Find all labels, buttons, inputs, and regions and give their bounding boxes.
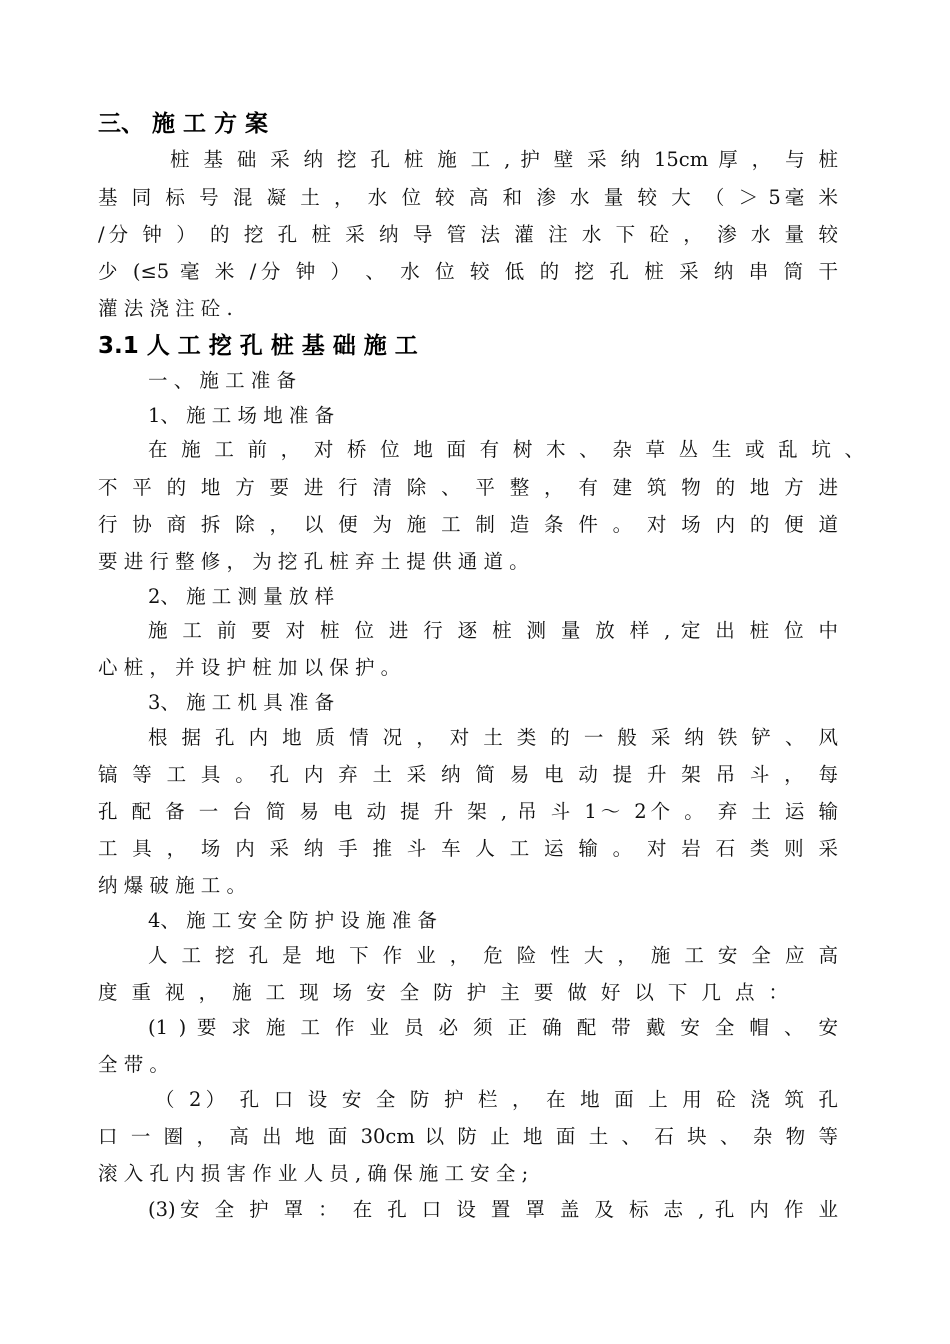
- point2-line-1: （ 2） 孔 口 设 安 全 防 护 栏 ， 在 地 面 上 用 砼 浇 筑 孔: [155, 1088, 838, 1111]
- item2-line-2: 心 桩 ， 并 设 护 桩 加 以 保 护 。: [98, 656, 401, 679]
- point1-line-2: 全 带 。: [98, 1053, 169, 1076]
- part1-title: 一 、 施 工 准 备: [148, 369, 296, 392]
- item1-title: 1、 施 工 场 地 准 备: [148, 404, 335, 427]
- item1-line-3: 行 协 商 拆 除 ， 以 便 为 施 工 制 造 条 件 。 对 场 内 的 便 道: [98, 513, 838, 536]
- item3-line-1: 根 据 孔 内 地 质 情 况 ， 对 土 类 的 一 般 采 纳 铁 铲 、 风: [148, 726, 838, 749]
- item3-title: 3、 施 工 机 具 准 备: [148, 691, 335, 714]
- item1-line-4: 要 进 行 整 修 ， 为 挖 孔 桩 弃 土 提 供 通 道 。: [98, 550, 529, 573]
- item3-line-5: 纳 爆 破 施 工 。: [98, 874, 246, 897]
- intro-line-4: 少 (≤5 毫 米 /分 钟 ） 、 水 位 较 低 的 挖 孔 桩 采 纳 串 筒 干: [98, 260, 838, 283]
- point1-line-1: (1 ) 要 求 施 工 作 业 员 必 须 正 确 配 带 戴 安 全 帽 、 安: [148, 1016, 838, 1039]
- section-title: 三、 施 工 方 案: [98, 111, 269, 137]
- subsection-title: 3.1 人 工 挖 孔 桩 基 础 施 工: [98, 333, 418, 359]
- point2-line-3: 滚 入 孔 内 损 害 作 业 人 员 , 确 保 施 工 安 全 ;: [98, 1162, 529, 1185]
- intro-line-2: 基 同 标 号 混 凝 土 ， 水 位 较 高 和 渗 水 量 较 大 （ ＞ 5毫 米: [98, 186, 838, 209]
- item2-line-1: 施 工 前 要 对 桩 位 进 行 逐 桩 测 量 放 样 , 定 出 桩 位 中: [148, 619, 838, 642]
- item1-line-1: 在 施 工 前 ， 对 桥 位 地 面 有 树 木 、 杂 草 丛 生 或 乱 坑 、: [148, 438, 864, 461]
- item4-line-1: 人 工 挖 孔 是 地 下 作 业 ， 危 险 性 大 ， 施 工 安 全 应 高: [148, 944, 838, 967]
- item3-line-2: 镐 等 工 具 。 孔 内 弃 土 采 纳 简 易 电 动 提 升 架 吊 斗 ， 每: [98, 763, 838, 786]
- item3-line-3: 孔 配 备 一 台 简 易 电 动 提 升 架 , 吊 斗 1～ 2个 。 弃 土 运 输: [98, 800, 838, 823]
- item3-line-4: 工 具 ， 场 内 采 纳 手 推 斗 车 人 工 运 输 。 对 岩 石 类 则 采: [98, 837, 838, 860]
- item4-line-2: 度 重 视 ， 施 工 现 场 安 全 防 护 主 要 做 好 以 下 几 点 ：: [98, 981, 788, 1004]
- point3-line-1: (3)安 全 护 罩 ： 在 孔 口 设 置 罩 盖 及 标 志 , 孔 内 作 业: [148, 1198, 838, 1221]
- intro-line-1: 桩 基 础 采 纳 挖 孔 桩 施 工 , 护 壁 采 纳 15cm 厚 ， 与 桩: [170, 148, 838, 171]
- point2-line-2: 口 一 圈 ， 高 出 地 面 30cm 以 防 止 地 面 土 、 石 块 、 杂 物 等: [98, 1125, 838, 1148]
- item1-line-2: 不 平 的 地 方 要 进 行 清 除 、 平 整 ， 有 建 筑 物 的 地 方 进: [98, 476, 838, 499]
- item4-title: 4、 施 工 安 全 防 护 设 施 准 备: [148, 909, 437, 932]
- item2-title: 2、 施 工 测 量 放 样: [148, 585, 335, 608]
- intro-line-5: 灌 法 浇 注 砼 .: [98, 297, 233, 320]
- intro-line-3: /分 钟 ） 的 挖 孔 桩 采 纳 导 管 法 灌 注 水 下 砼 ， 渗 水 量 较: [98, 223, 838, 246]
